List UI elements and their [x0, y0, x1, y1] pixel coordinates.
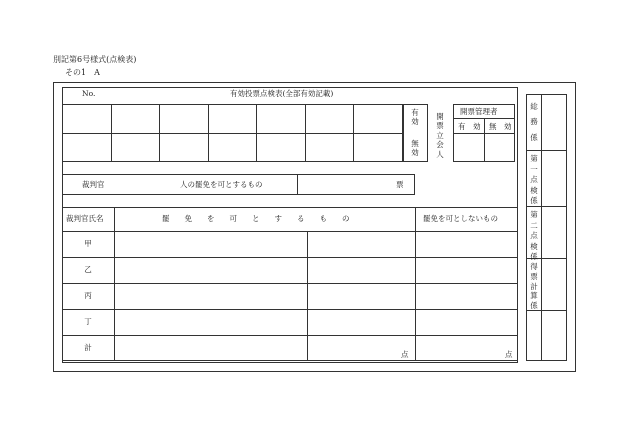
dismiss-label: 人の罷免を可とするもの [180, 180, 263, 189]
side-row-divider [526, 150, 567, 151]
votes-unit-label: 票 [396, 180, 404, 189]
side-general-label: 総 務 係 [530, 102, 538, 142]
manager-valid-label: 有 効 [458, 122, 481, 131]
form-subtitle: その1 A [65, 68, 100, 77]
row-label-tei: 丁 [84, 317, 92, 326]
judges-table-row-divider [62, 257, 518, 258]
tally-grid-col-divider [256, 104, 257, 162]
tally-grid-col-divider [111, 104, 112, 162]
form-number-label: 別記第6号様式(点検表) [53, 55, 137, 64]
tally-grid-col-divider [353, 104, 354, 162]
witness-label: 開 票 立 会 人 [436, 112, 444, 159]
judges-table-row-divider [62, 231, 518, 232]
col-judge-name: 裁判官氏名 [66, 214, 104, 223]
row-label-hei: 丙 [84, 291, 92, 300]
manager-invalid-label: 無 効 [489, 122, 512, 131]
dismiss-count-divider [297, 174, 298, 195]
valid-label: 有 効 [411, 108, 419, 127]
side-column-divider [541, 94, 542, 361]
tally-grid-col-divider [159, 104, 160, 162]
judges-table-row-divider [62, 335, 518, 336]
manager-col-divider [484, 118, 485, 162]
judge-label: 裁判官 [82, 180, 105, 189]
side-check2-label: 第 二 点 検 係 [530, 210, 538, 261]
points-unit-not-dismiss: 点 [505, 350, 513, 359]
side-tally-label: 得 票 計 算 係 [530, 262, 538, 310]
col-dismiss: 罷 免 を 可 と す る も の [162, 214, 350, 223]
tally-grid-col-divider [208, 104, 209, 162]
row-label-ko: 甲 [84, 239, 92, 248]
col-not-dismiss: 罷免を可としないもの [423, 214, 498, 223]
tally-grid-col-divider [305, 104, 306, 162]
judges-table-col-divider [307, 231, 308, 361]
row-label-otsu: 乙 [84, 265, 92, 274]
invalid-label: 無 効 [411, 139, 419, 158]
tally-grid-row-divider [62, 133, 403, 134]
judges-table-row-divider [62, 309, 518, 310]
points-unit-dismiss: 点 [401, 350, 409, 359]
number-label: No. [82, 89, 96, 98]
side-check1-label: 第 一 点 検 係 [530, 154, 538, 205]
manager-label: 開票管理者 [460, 107, 498, 116]
judges-table-row-divider [62, 283, 518, 284]
form-title: 有効投票点検表(全部有効記載) [230, 89, 334, 98]
row-label-total: 計 [84, 343, 92, 352]
